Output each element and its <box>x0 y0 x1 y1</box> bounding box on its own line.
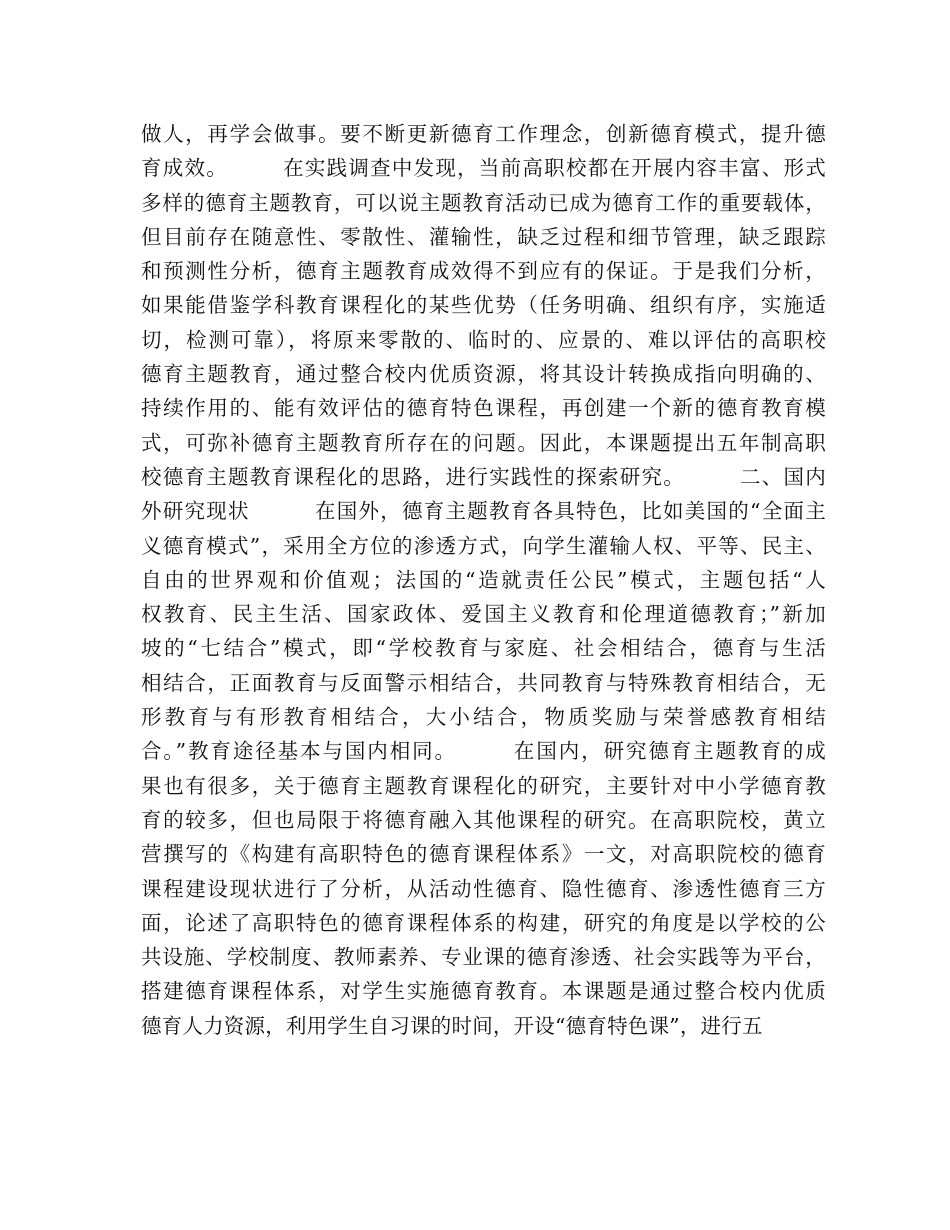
text-line: 和预测性分析，德育主题教育成效得不到应有的保证。于是我们分析， <box>141 259 826 284</box>
text-line: 面，论述了高职特色的德育课程体系的构建，研究的角度是以学校的公 <box>141 910 826 935</box>
text-line: 育的较多，但也局限于将德育融入其他课程的研究。在高职院校，黄立 <box>141 807 826 832</box>
text-line: 育成效。 在实践调查中发现，当前高职校都在开展内容丰富、形式 <box>141 156 826 181</box>
text-line: 德育主题教育，通过整合校内优质资源，将其设计转换成指向明确的、 <box>141 362 826 387</box>
text-line: 形教育与有形教育相结合，大小结合，物质奖励与荣誉感教育相结 <box>141 705 826 730</box>
text-line: 做人，再学会做事。要不断更新德育工作理念，创新德育模式，提升德 <box>141 122 826 146</box>
body-text <box>141 117 826 1043</box>
text-line: 如果能借鉴学科教育课程化的某些优势（任务明确、组织有序，实施适 <box>141 293 826 318</box>
text-line: 多样的德育主题教育，可以说主题教育活动已成为德育工作的重要载体， <box>141 190 826 215</box>
text-line: 校德育主题教育课程化的思路，进行实践性的探索研究。 二、国内 <box>141 464 826 489</box>
text-line: 外研究现状 在国外，德育主题教育各具特色，比如美国的“全面主 <box>141 499 826 524</box>
text-line: 坡的“七结合”模式，即“学校教育与家庭、社会相结合，德育与生活 <box>141 636 826 661</box>
text-line: 共设施、学校制度、教师素养、专业课的德育渗透、社会实践等为平台， <box>141 945 826 970</box>
text-line: 德育人力资源，利用学生自习课的时间，开设“德育特色课”，进行五 <box>141 1013 763 1038</box>
text-line: 式，可弥补德育主题教育所存在的问题。因此，本课题提出五年制高职 <box>141 430 826 455</box>
text-line: 自由的世界观和价值观；法国的“造就责任公民”模式，主题包括“人 <box>141 567 826 592</box>
text-line: 合。”教育途径基本与国内相同。 在国内，研究德育主题教育的成 <box>141 739 826 764</box>
text-line: 相结合，正面教育与反面警示相结合，共同教育与特殊教育相结合，无 <box>141 670 826 695</box>
text-line: 果也有很多，关于德育主题教育课程化的研究，主要针对中小学德育教 <box>141 773 826 798</box>
text-line: 持续作用的、能有效评估的德育特色课程，再创建一个新的德育教育模 <box>141 396 826 421</box>
text-line: 义德育模式”，采用全方位的渗透方式，向学生灌输人权、平等、民主、 <box>141 533 826 558</box>
text-line: 搭建德育课程体系，对学生实施德育教育。本课题是通过整合校内优质 <box>141 979 826 1004</box>
text-line: 权教育、民主生活、国家政体、爱国主义教育和伦理道德教育；”新加 <box>141 602 826 627</box>
text-line: 营撰写的《构建有高职特色的德育课程体系》一文，对高职院校的德育 <box>141 842 826 867</box>
text-line: 课程建设现状进行了分析，从活动性德育、隐性德育、渗透性德育三方 <box>141 876 826 901</box>
text-line: 切，检测可靠），将原来零散的、临时的、应景的、难以评估的高职校 <box>141 327 826 352</box>
text-line: 但目前存在随意性、零散性、灌输性，缺乏过程和细节管理，缺乏跟踪 <box>141 224 826 249</box>
